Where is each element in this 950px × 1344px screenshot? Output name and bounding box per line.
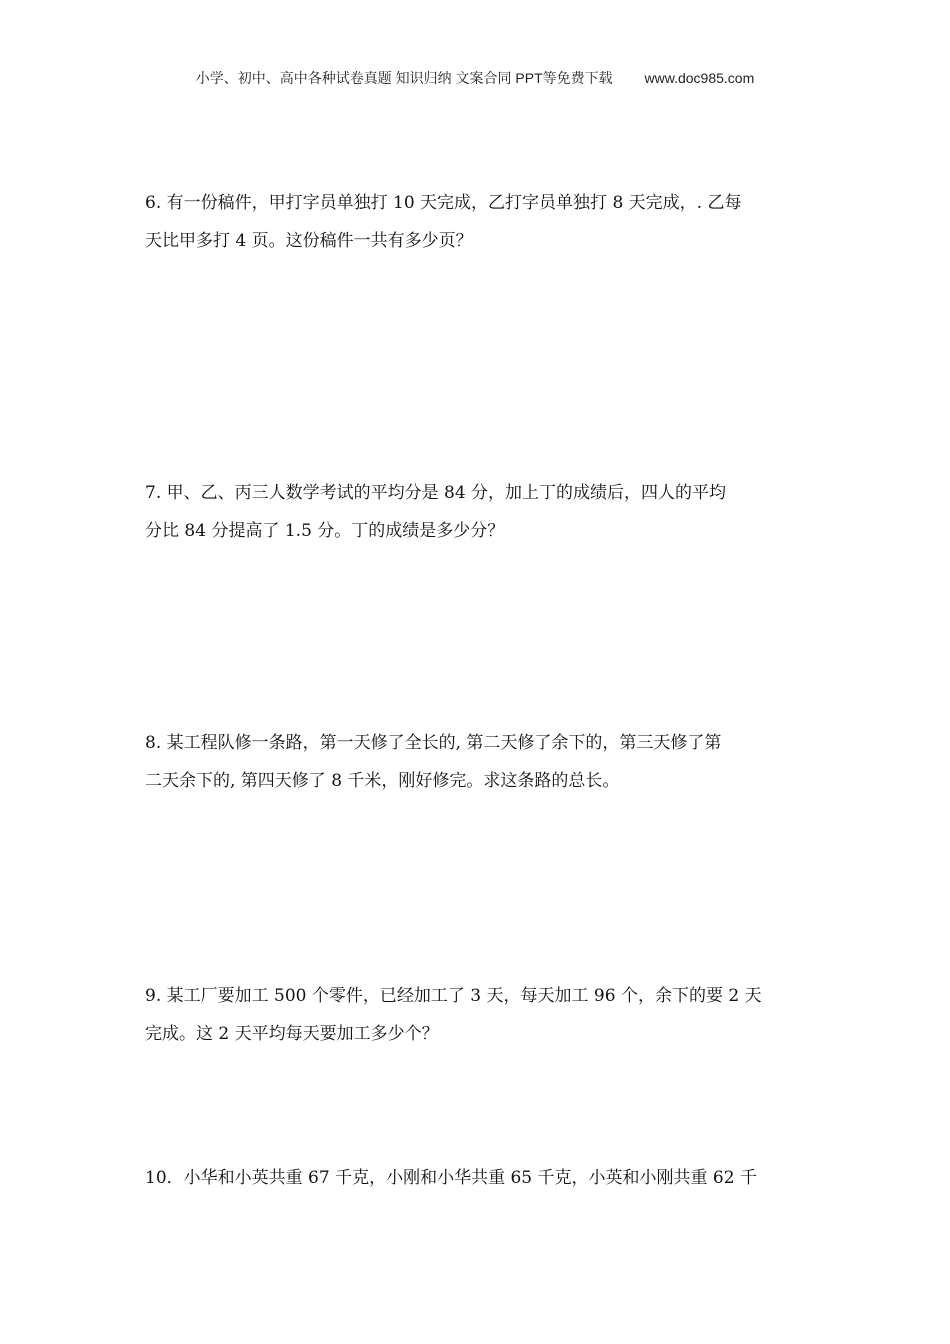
question-line: 6. 有一份稿件，甲打字员单独打 10 天完成，乙打字员单独打 8 天完成，. 乙每 xyxy=(145,193,742,213)
question-10 xyxy=(145,1159,810,1197)
question-8 xyxy=(145,724,810,800)
page-header xyxy=(0,68,950,88)
question-line: 9. 某工厂要加工 500 个零件，已经加工了 3 天，每天加工 96 个，余下的要 2 天 xyxy=(145,986,762,1006)
question-line: 7. 甲、乙、丙三人数学考试的平均分是 84 分，加上丁的成绩后，四人的平均 xyxy=(145,483,727,503)
question-line: 分比 84 分提高了 1.5 分。丁的成绩是多少分？ xyxy=(145,521,505,541)
question-line: 二天余下的, 第四天修了 8 千米，刚好修完。求这条路的总长。 xyxy=(145,771,620,791)
header-text: 小学、初中、高中各种试卷真题 知识归纳 文案合同 PPT等免费下载 xyxy=(195,70,613,86)
question-line: 8. 某工程队修一条路，第一天修了全长的, 第二天修了余下的，第三天修了第 xyxy=(145,733,722,753)
question-9 xyxy=(145,977,810,1053)
question-line: 天比甲多打 4 页。这份稿件一共有多少页？ xyxy=(145,231,473,251)
header-url: www.doc985.com xyxy=(644,70,755,86)
question-6 xyxy=(145,184,810,260)
question-line: 完成。这 2 天平均每天要加工多少个？ xyxy=(145,1024,439,1044)
question-7 xyxy=(145,474,810,550)
question-line: 10．小华和小英共重 67 千克，小刚和小华共重 65 千克，小英和小刚共重 62 千 xyxy=(145,1168,757,1188)
